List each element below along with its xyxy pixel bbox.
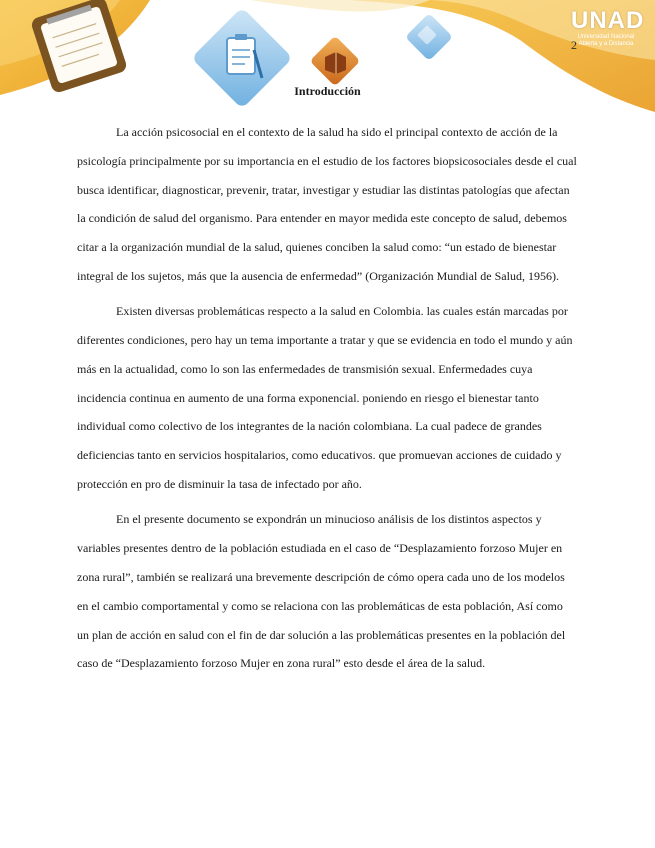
page-number: 2	[571, 38, 577, 52]
header-decoration	[0, 0, 655, 130]
logo-line-1: Universidad Nacional	[577, 34, 635, 40]
paragraph-1: La acción psicosocial en el contexto de la salud ha sido el principal contexto de acción de la psicología principalmente por su importancia en el estudio de los factores biopsicosociales desde el cual busca identificar, diagnosticar, prevenir, tratar, investigar y estudiar las distintas patologías que afectan la condición de salud del organismo. Para entender en mayor medida este concepto de salud, debemos citar a la organización mundial de la salud, quienes conciben la salud como: “un estado de bienestar integral de los sujetos, más que la ausencia de enfermedad” (Organización Mundial de Salud, 1956).	[77, 125, 577, 283]
logo-line-2: Abierta y a Distancia	[578, 41, 634, 47]
blue-diamond-icon	[405, 13, 453, 61]
paragraph-3: En el presente documento se expondrán un minucioso análisis de los distintos aspectos y variables presentes dentro de la población estudiada en el caso de “Desplazamiento forzoso Mujer en zona rural”, también se realizará una brevemente descripción de cómo opera cada uno de los modelos en el cambio comportamental y como se relaciona con las problemáticas de esta población, Así como un plan de acción en salud con el fin de dar solución a las problemáticas presentes en la población del caso de “Desplazamiento forzoso Mujer en zona rural” esto desde el área de la salud.	[77, 512, 566, 671]
page-title: Introducción	[294, 84, 361, 98]
book-icon	[310, 36, 361, 87]
unad-logo	[571, 7, 645, 60]
document-body	[77, 118, 577, 685]
logo-mark: UNAD	[571, 7, 645, 34]
paragraph-2: Existen diversas problemáticas respecto a la salud en Colombia. las cuales están marcadas por diferentes condiciones, pero hay un tema importante a tratar y que se evidencia en todo el mundo y aún más en la actualidad, como lo son las enfermedades de transmisión sexual. Enfermedades cuya incidencia continua en aumento de una forma exponencial. poniendo en riesgo el bienestar tanto individual como colectivo de los integrantes de la nación colombiana. La cual padece de grandes deficiencias tanto en servicios hospitalarios, como educativos. que promuevan acciones de cuidado y protección en pro de disminuir la tasa de infectado por año.	[77, 304, 573, 492]
